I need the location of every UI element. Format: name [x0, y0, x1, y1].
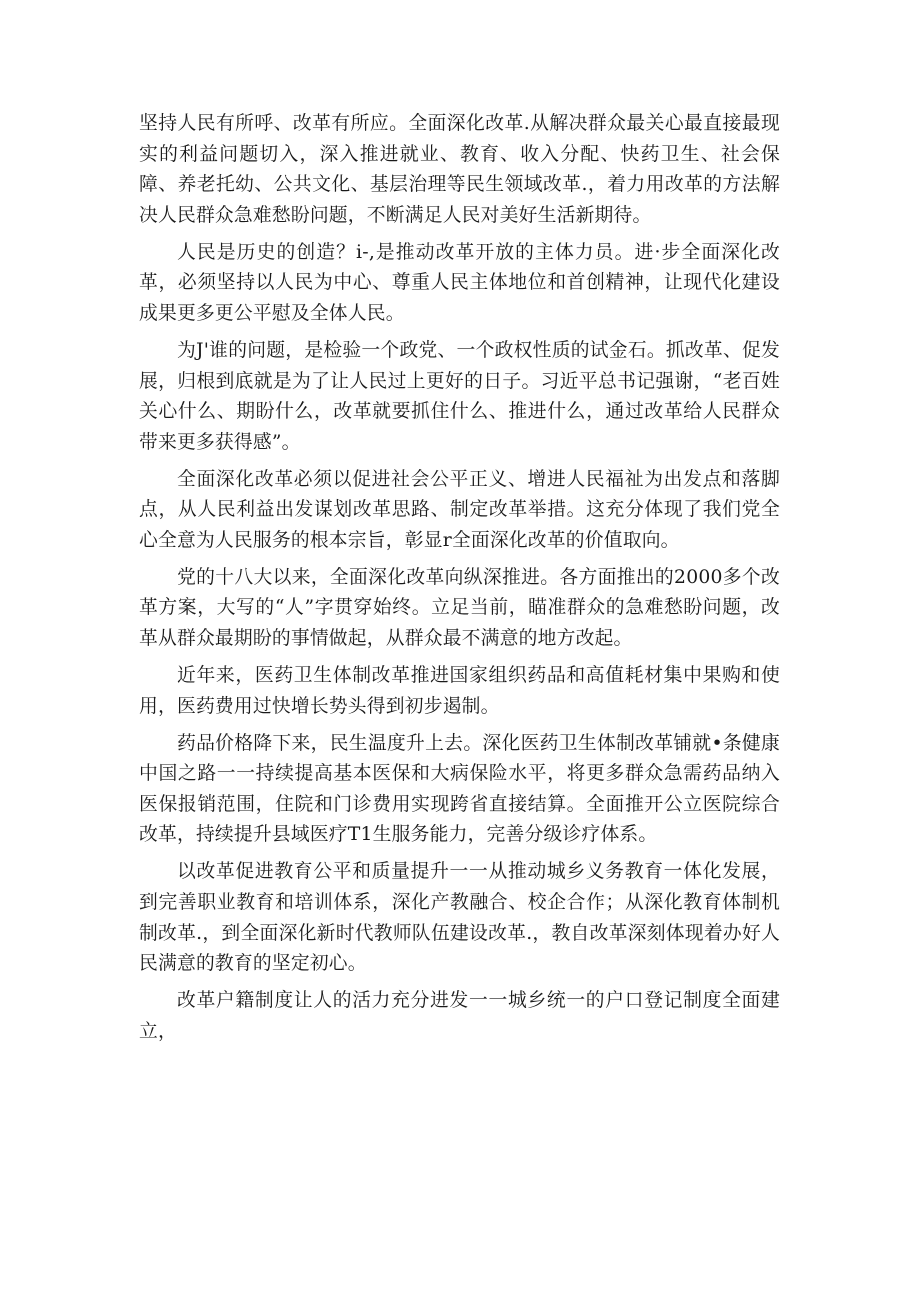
- paragraph-4: 全面深化改革必须以促进社会公平正义、增进人民福祉为出发点和落脚点，从人民利益出发谋划改革思路、制定改革举措。这充分体现了我们党全心全意为人民服务的根本宗旨，彰显r全面深化改革的价值取向。: [139, 468, 780, 551]
- paragraph-5: 党的十八大以来，全面深化改革向纵深推进。各方面推出的2000多个改革方案，大写的“人”字贯穿始终。立足当前，瞄准群众的急难愁盼问题，改革从群众最期盼的事情做起，从群众最不满意的地方改起。: [139, 566, 780, 650]
- paragraph-2: 人民是历史的创造？i-,是推动改革开放的主体力员。进·步全面深化改革，必须坚持以人民为中心、尊重人民主体地位和首创精神，让现代化建设成果更多更公平慰及全体人民。: [139, 241, 780, 324]
- paragraph-6: 近年来，医药卫生体制改革推进国家组织药品和高值耗材集中果购和使用，医药费用过快增长势头得到初步遏制。: [139, 665, 780, 717]
- paragraph-8: 以改革促进教育公平和质量提升一一从推动城乡义务教育一体化发展，到完善职业教育和培训体系，深化产教融合、校企合作；从深化教育体制机制改革.，到全面深化新时代教师队伍建设改革.，教自改革深刻体现着办好人民满意的教育的坚定初心。: [139, 861, 780, 975]
- document-body: [139, 109, 780, 1054]
- paragraph-7: 药品价格降下来，民生温度升上去。深化医药卫生体制改革铺就•条健康中国之路一一持续提高基本医保和大病保险水平，将更多群众急需药品纳入医保报销范围，住院和门诊费用实现跨省直接结算。全面推开公立医院综合改革，持续提升县域医疗T1生服务能力，完善分级诊疗体系。: [139, 732, 780, 846]
- paragraph-3: 为J'谁的问题，是检验一个政党、一个政权性质的试金石。抓改革、促发展，归根到底就是为了让人民过上更好的日子。习近平总书记强谢，“老百姓关心什么、期盼什么，改革就要抓住什么、推进什么，通过改革给人民群众带来更多获得感”。: [139, 339, 780, 453]
- paragraph-1: 坚持人民有所呼、改革有所应。全面深化改革.从解决群众最关心最直接最现实的利益问题切入，深入推进就业、教育、收入分配、快药卫生、社会保障、养老托幼、公共文化、基层治理等民生领域改革.，着力用改革的方法解决人民群众急难愁盼问题，不断满足人民对美好生活新期待。: [139, 113, 780, 226]
- paragraph-9: 改革户籍制度让人的活力充分进发一一城乡统一的户口登记制度全面建立，: [139, 990, 780, 1042]
